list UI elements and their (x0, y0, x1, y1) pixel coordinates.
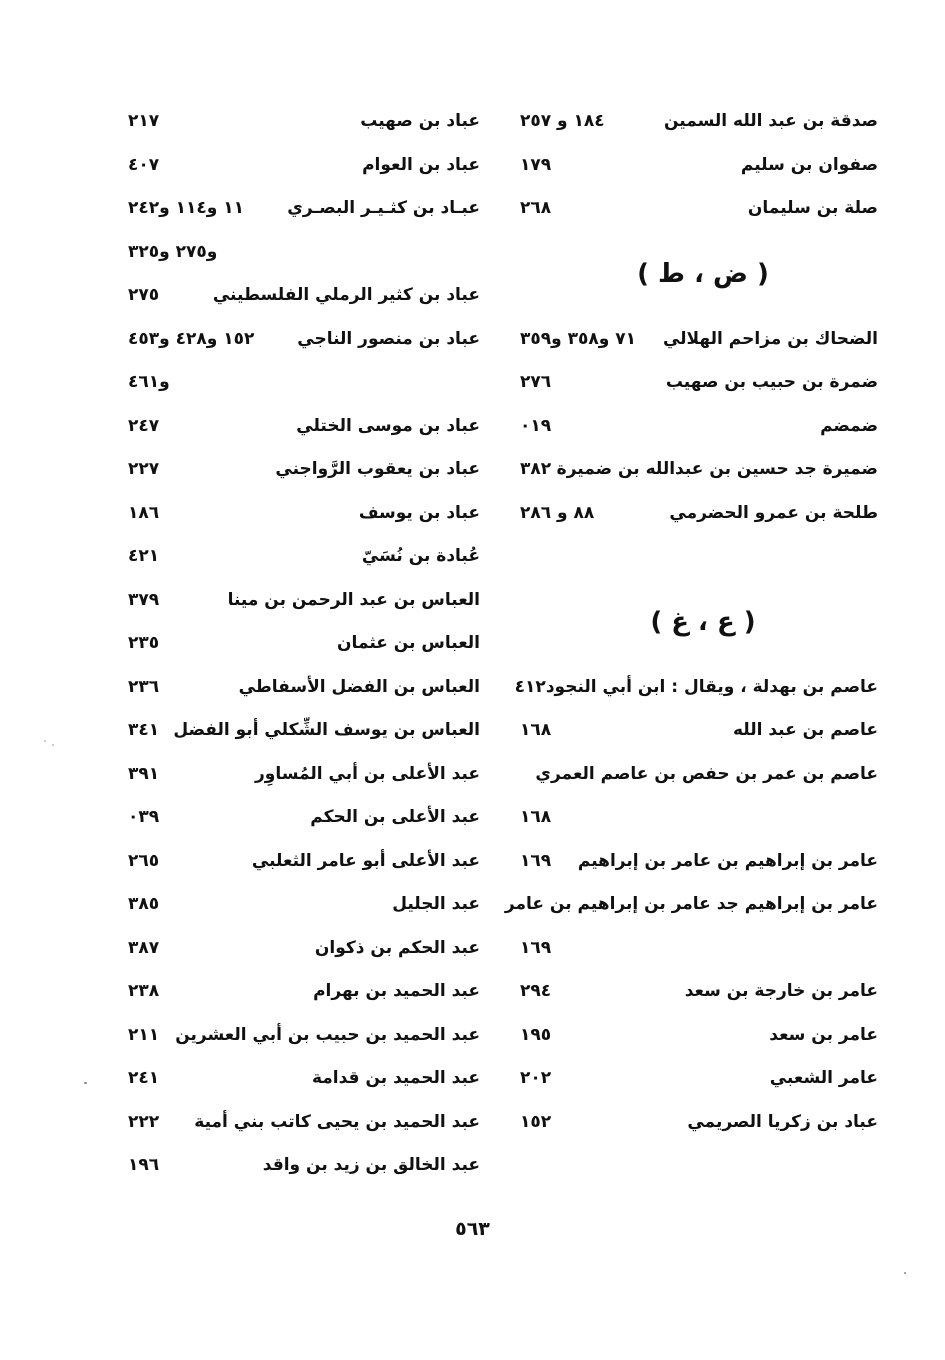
entry-pages: ٢٣٦ (128, 676, 160, 697)
index-entry (128, 666, 480, 710)
index-entry (504, 883, 878, 927)
entry-pages: و٢٧٥ و٣٢٥ (128, 241, 218, 262)
entry-name: العباس بن الفضل الأسفاطي (238, 676, 480, 697)
entry-pages: ١٥٢ و٤٢٨ و٤٥٣ (128, 328, 255, 349)
entry-name: عبد الأعلى بن أبي المُساوِر (254, 763, 480, 784)
index-entry (128, 883, 480, 927)
entry-pages: ١٩٥ (520, 1024, 552, 1045)
entry-pages: ٤٠٧ (128, 154, 160, 175)
entry-name: صلة بن سليمان (747, 198, 878, 218)
entry-pages: ١٦٨ (520, 720, 552, 740)
index-entry (128, 1057, 480, 1101)
entry-name: عبد الأعلى بن الحكم (310, 807, 480, 827)
entry-name: عباد بن منصور الناجي (297, 328, 480, 349)
entry-name: العباس بن يوسف الشِّكلي أبو الفضل (173, 720, 480, 740)
entry-pages: ٧١ و٣٥٨ و٣٥٩ (520, 328, 637, 349)
entry-pages: ١٩٦ (128, 1155, 160, 1175)
section-gap (520, 535, 878, 579)
entry-pages: ٤٢١ (128, 546, 160, 566)
index-entry (128, 840, 480, 884)
entry-pages: ٢٦٨ (520, 198, 552, 218)
entry-pages: ٢١٧ (128, 111, 160, 131)
index-entry (128, 622, 480, 666)
entry-name: عبد الأعلى أبو عامر الثعلبي (251, 850, 480, 871)
index-block-ayn-ghayn (504, 666, 878, 1145)
index-entry (520, 709, 878, 753)
entry-pages: ١٦٩ (520, 850, 552, 871)
entry-pages: ١٧٩ (520, 154, 552, 175)
index-entry (520, 361, 878, 405)
entry-name: عباد بن يعقوب الرَّواجني (275, 459, 480, 479)
entry-pages: ١٨٤ و ٢٥٧ (520, 111, 605, 131)
index-entry (128, 144, 480, 188)
entry-pages: ٣٧٩ (128, 589, 160, 610)
entry-pages: ٢٠٢ (520, 1068, 552, 1088)
entry-name: صدقة بن عبد الله السمين (663, 111, 878, 131)
entry-name: ضميرة جد حسين بن عبدالله بن ضميرة (556, 459, 878, 479)
index-entry (128, 753, 480, 797)
entry-pages: ٢٧٦ (520, 372, 552, 392)
index-entry (520, 1014, 878, 1058)
index-entry (520, 753, 878, 797)
index-entry (520, 1101, 878, 1145)
index-entry (128, 274, 480, 318)
entry-name: عباد بن يوسف (358, 502, 480, 523)
index-entry (128, 535, 480, 579)
index-entry (128, 318, 480, 362)
entry-pages: ٠١٩ (520, 415, 552, 436)
entry-name: عامر بن إبراهيم بن عامر بن إبراهيم (577, 850, 878, 871)
entry-name: عبد الجليل (392, 894, 480, 914)
index-entry (128, 492, 480, 536)
index-entry (514, 666, 878, 710)
entry-name: عبد الحكم بن ذكوان (314, 937, 480, 958)
index-entry (520, 318, 878, 362)
entry-name: عبد الحميد بن قدامة (311, 1068, 480, 1088)
entry-name: عبد الحميد بن يحيى كاتب بني أمية (194, 1111, 480, 1132)
entry-name: ضمضم (820, 415, 878, 436)
entry-pages: ١٦٩ (520, 937, 552, 958)
index-entry (520, 187, 878, 231)
entry-name: عامر الشعبي (769, 1068, 878, 1088)
entry-pages: ٨٨ و ٢٨٦ (520, 502, 595, 523)
page-number: ٥٦٣ (455, 1218, 490, 1240)
entry-name: عباد بن كثير الرملي الفلسطيني (212, 285, 480, 305)
scan-speck (44, 740, 46, 742)
entry-name: الضحاك بن مزاحم الهلالي (662, 328, 878, 349)
entry-pages: ١٦٨ (520, 807, 552, 827)
entry-name: عامر بن سعد (769, 1024, 878, 1045)
entry-name: عبد الحميد بن بهرام (313, 981, 480, 1001)
entry-name: ضمرة بن حبيب بن صهيب (665, 372, 878, 392)
entry-name: طلحة بن عمرو الحضرمي (669, 502, 878, 523)
entry-name: عباد بن زكريا الصريمي (687, 1111, 878, 1132)
index-entry (128, 927, 480, 971)
entry-pages: و٤٦١ (128, 372, 170, 392)
index-entry (128, 231, 480, 275)
index-entry (128, 579, 480, 623)
index-entry (128, 100, 480, 144)
index-entry (520, 796, 878, 840)
entry-pages: ٣٩١ (128, 763, 160, 784)
entry-name: عامر بن إبراهيم جد عامر بن إبراهيم بن عامر (504, 894, 878, 914)
entry-pages: ٢٢٢ (128, 1111, 160, 1132)
index-entry (520, 144, 878, 188)
index-entry (128, 405, 480, 449)
index-entry (520, 1057, 878, 1101)
entry-pages: ٣٤١ (128, 720, 160, 740)
entry-pages: ٢٢٧ (128, 459, 160, 479)
entry-name: عاصم بن عمر بن حفص بن عاصم العمري (535, 763, 878, 784)
scan-speck (904, 1272, 906, 1274)
entry-pages: ٢٤١ (128, 1068, 160, 1088)
entry-pages: ٠٣٩ (128, 807, 160, 827)
index-entry (520, 405, 878, 449)
index-entry (520, 840, 878, 884)
entry-name: عامر بن خارجة بن سعد (684, 981, 878, 1001)
entry-pages: ٤١٢ (514, 676, 546, 697)
section-heading-dad-ta: ( ض ، ط ) (637, 258, 769, 289)
entry-pages: ٢٣٥ (128, 633, 160, 653)
index-entry (128, 1144, 480, 1188)
index-entry (128, 796, 480, 840)
entry-name: عاصم بن عبد الله (732, 720, 878, 740)
entry-pages: ٢٦٥ (128, 850, 160, 871)
index-entry (520, 100, 878, 144)
index-block-sad (520, 100, 878, 231)
entry-pages: ١١ و١١٤ و٢٤٢ (128, 198, 245, 218)
entry-name: عاصم بن بهدلة ، ويقال : ابن أبي النجود (545, 676, 878, 697)
entry-pages: ٢١١ (128, 1024, 160, 1045)
entry-name: عبد الحميد بن حبيب بن أبي العشرين (175, 1024, 480, 1045)
index-entry (520, 448, 878, 492)
index-entry (128, 361, 480, 405)
entry-pages: ٣٨٥ (128, 894, 160, 914)
scan-speck (52, 744, 54, 746)
right-index-column (504, 100, 878, 1144)
entry-pages: ٣٨٧ (128, 937, 160, 958)
entry-name: عُبادة بن نُسَيّ (361, 546, 480, 566)
entry-name: عباد بن موسى الختلي (296, 415, 480, 436)
entry-pages: ١٥٢ (520, 1111, 552, 1132)
entry-pages: ٢٣٨ (128, 981, 160, 1001)
index-entry (128, 1014, 480, 1058)
scan-speck (84, 1082, 87, 1084)
entry-name: عباد بن صهيب (360, 111, 480, 131)
entry-name: عبـاد بن كثـيـر البصـري (287, 198, 480, 218)
index-entry (520, 970, 878, 1014)
entry-name: عبد الخالق بن زيد بن واقد (262, 1155, 480, 1175)
index-entry (128, 187, 480, 231)
entry-pages: ٢٩٤ (520, 981, 552, 1001)
entry-name: عباد بن العوام (362, 154, 480, 175)
index-block-dad-ta (520, 318, 878, 536)
entry-name: العباس بن عبد الرحمن بن مينا (227, 589, 480, 610)
entry-pages: ١٨٦ (128, 502, 160, 523)
index-entry (128, 1101, 480, 1145)
index-entry (520, 492, 878, 536)
entry-name: صفوان بن سليم (740, 154, 878, 175)
index-entry (520, 927, 878, 971)
entry-pages: ٣٨٢ (520, 459, 552, 479)
index-entry (128, 970, 480, 1014)
index-entry (128, 709, 480, 753)
entry-pages: ٢٤٧ (128, 415, 160, 436)
section-heading-ayn-ghayn: ( ع ، غ ) (650, 606, 756, 637)
entry-name: العباس بن عثمان (337, 633, 480, 653)
entry-pages: ٢٧٥ (128, 285, 160, 305)
left-index-column (128, 100, 480, 1188)
index-entry (128, 448, 480, 492)
